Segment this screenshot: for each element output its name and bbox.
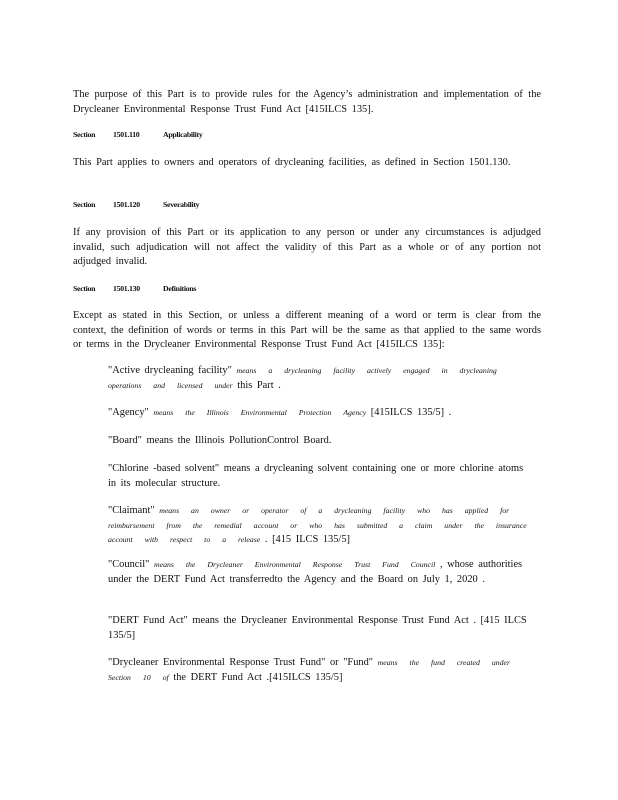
section-title: Severability	[163, 200, 200, 209]
definition-term: "Council"	[108, 559, 150, 570]
severability-paragraph: If any provision of this Part or its application to any person or under any circumstances is adjudged invalid, such adjudication will not affect the validity of this Part as a whole or of any portion not adjudged invalid.	[73, 227, 541, 267]
definition-text: , whose authorities under the DERT Fund Act transferredto the Agency and the Board on July 1, 2020 .	[108, 559, 523, 585]
section-heading-definitions	[73, 284, 373, 296]
section-label: Section	[73, 284, 96, 293]
definitions-intro-paragraph: Except as stated in this Section, or unless a different meaning of a word or term is clear from the context, the definition of words or terms in this Part will be the same as that applied to the same words or terms in the Drycleaner Environmental Response Trust Fund Act [415ILCS 135]:	[73, 310, 541, 350]
definition-term: "Board"	[108, 435, 142, 446]
section-number: 1501.110	[113, 130, 140, 139]
definition-dert-fund-act	[108, 614, 530, 643]
section-number: 1501.120	[113, 200, 140, 209]
definition-chlorine-based-solvent	[108, 462, 530, 491]
definition-council	[108, 558, 530, 587]
section-title: Definitions	[163, 284, 197, 293]
definition-text: . [415 ILCS 135/5]	[264, 534, 350, 545]
applicability-paragraph: This Part applies to owners and operators of drycleaning facilities, as defined in Section 1501.130.	[73, 157, 511, 168]
section-number: 1501.130	[113, 284, 140, 293]
definition-term: "Active drycleaning facility"	[108, 365, 232, 376]
definition-active-drycleaning-facility	[108, 364, 530, 393]
section-title: Applicability	[163, 130, 203, 139]
definition-text: means a drycleaning solvent containing one or more chlorine atoms in its molecular structure.	[108, 463, 524, 489]
definition-term: "Drycleaner Environmental Response Trust Fund" or "Fund"	[108, 657, 374, 668]
definition-text: means the Drycleaner Environmental Response Trust Fund Act . [415 ILCS 135/5]	[108, 615, 527, 641]
definition-text: this Part .	[237, 379, 281, 391]
definition-italic-text: means a drycleaning facility actively engaged in drycleaning operations and licensed under	[108, 366, 497, 390]
section-heading-applicability	[73, 130, 373, 142]
definition-term: "Chlorine -based solvent"	[108, 463, 220, 474]
section-label: Section	[73, 200, 96, 209]
definition-text: means the Illinois PollutionControl Board.	[146, 435, 332, 446]
definition-agency	[108, 406, 530, 421]
section-label: Section	[73, 130, 96, 139]
definition-italic-text: means the fund created under Section 10 of	[108, 658, 511, 682]
definition-claimant	[108, 504, 530, 548]
definition-italic-text: means the Drycleaner Environmental Response Trust Fund Council	[154, 560, 436, 569]
definition-board	[108, 434, 530, 449]
definition-italic-text: means an owner or operator of a drycleaning facility who has applied for reimbursement from the remedial account or who has submitted a claim under the insurance account with respect to a release	[108, 506, 527, 544]
definition-text: [415ILCS 135/5] .	[370, 407, 452, 418]
definition-term: "Agency"	[108, 407, 149, 418]
intro-paragraph: The purpose of this Part is to provide rules for the Agency’s administration and implementation of the Drycleaner Environmental Response Trust Fund Act [415ILCS 135].	[73, 89, 541, 115]
section-heading-severability	[73, 200, 373, 212]
definition-term: "DERT Fund Act"	[108, 615, 188, 626]
definition-drycleaner-fund	[108, 656, 530, 685]
definition-italic-text: means the Illinois Environmental Protection Agency	[153, 408, 367, 417]
definition-term: "Claimant"	[108, 505, 155, 516]
definition-text: the DERT Fund Act .[415ILCS 135/5]	[173, 671, 343, 683]
